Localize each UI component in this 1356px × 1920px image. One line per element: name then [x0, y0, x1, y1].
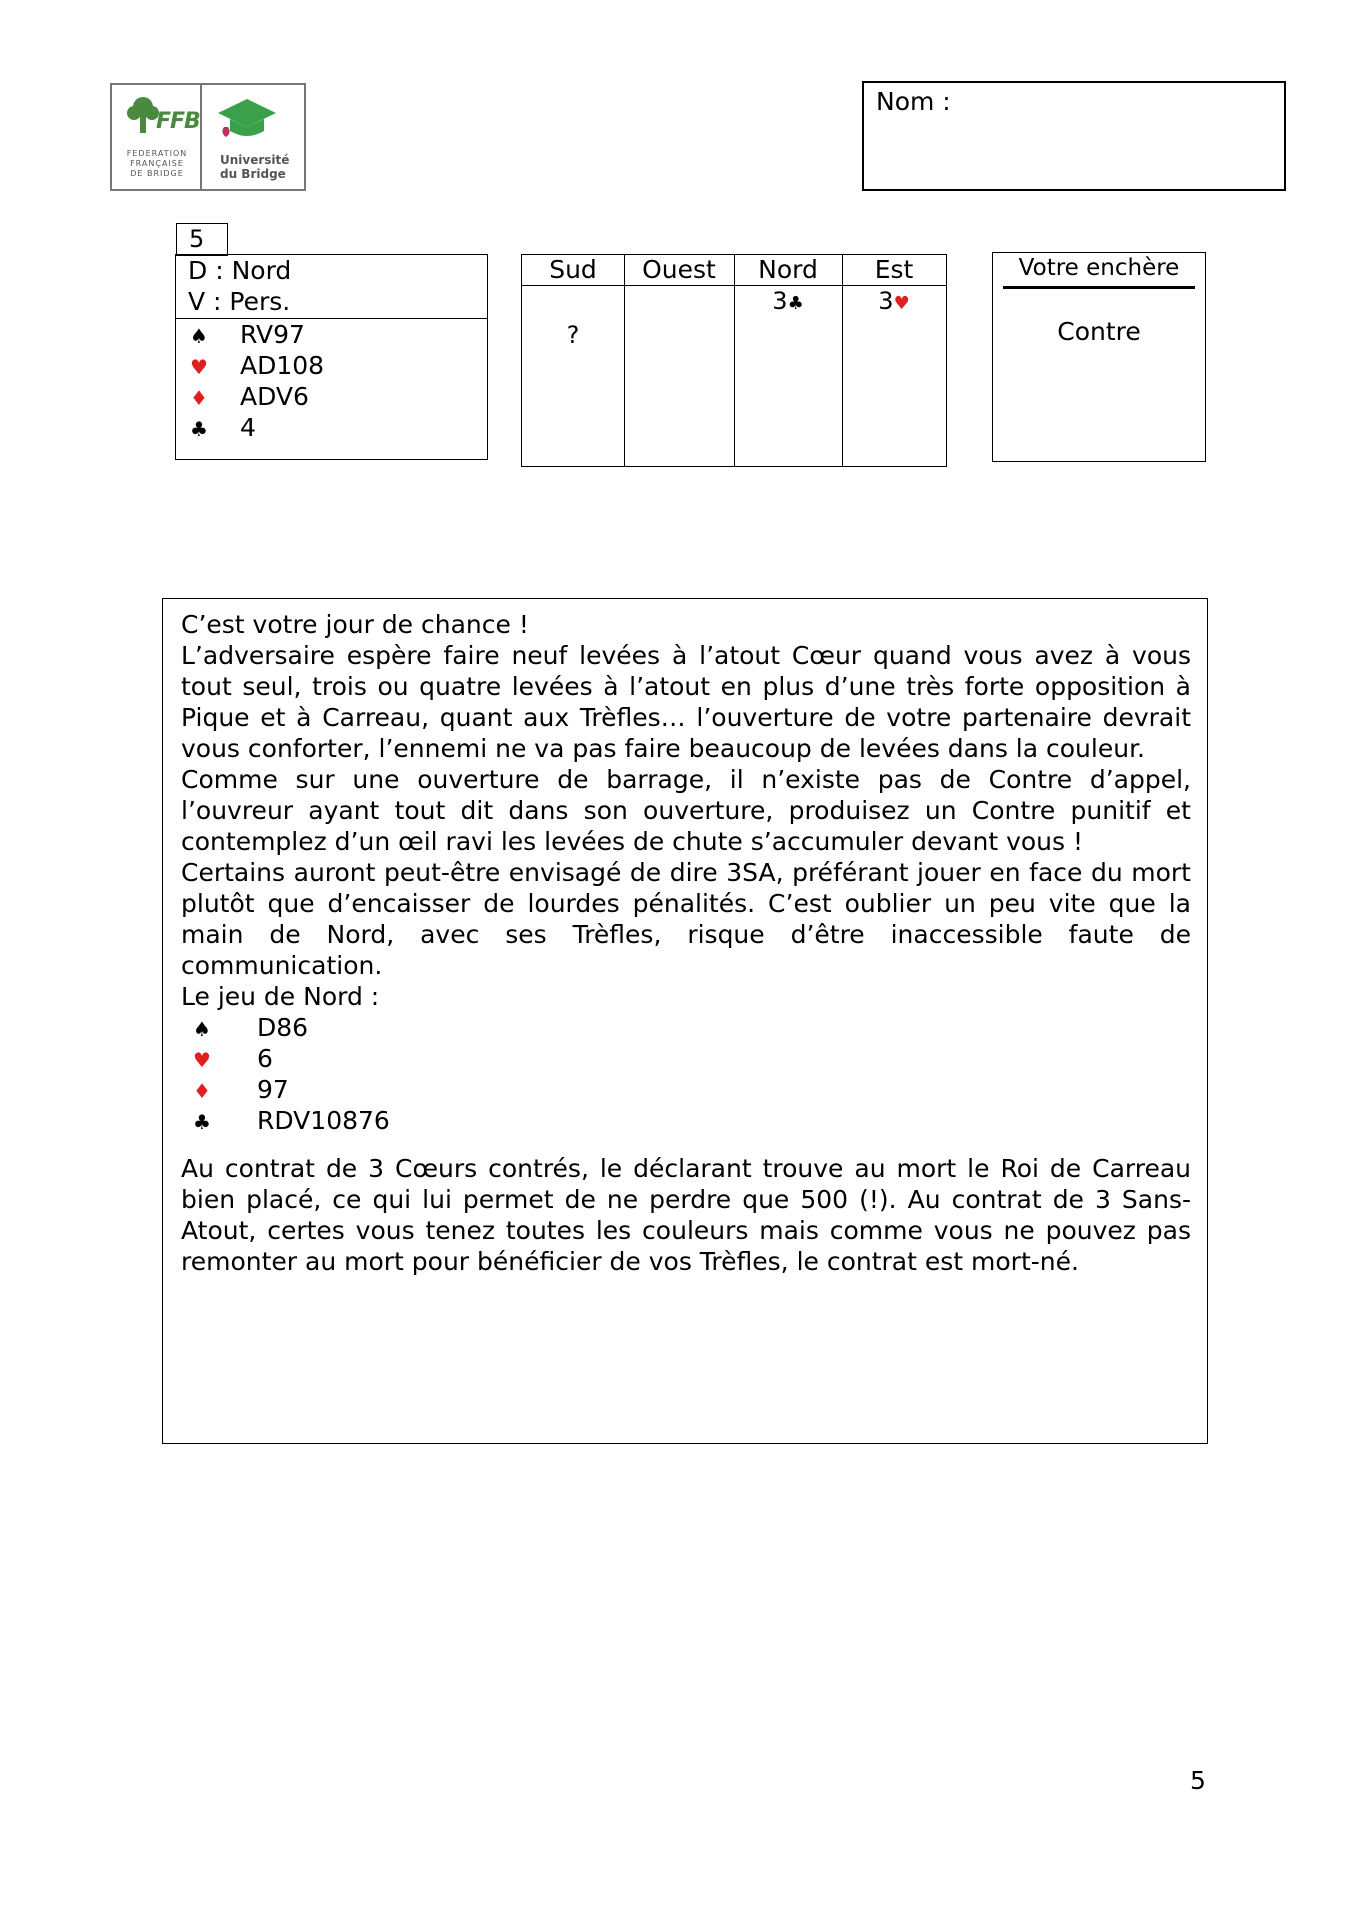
club-icon: ♣ — [193, 1110, 211, 1134]
hand-cards-hearts: AD108 — [240, 351, 325, 380]
bid-sud: ? — [566, 321, 580, 349]
header-sud: Sud — [549, 255, 597, 284]
bid-nord-level: 3 — [772, 287, 788, 315]
hand-cards-diamonds: ADV6 — [240, 382, 309, 411]
deal-number: 5 — [176, 223, 228, 256]
bid-est-level: 3 — [878, 287, 894, 315]
nord-cards-hearts: 6 — [257, 1044, 273, 1073]
ffb-logo-text: FFB — [156, 109, 200, 134]
diamond-icon: ♦ — [193, 1079, 211, 1103]
nord-cards-clubs: RDV10876 — [257, 1106, 390, 1135]
tree-icon — [126, 95, 160, 139]
hand-row-spades — [190, 319, 305, 350]
club-icon: ♣ — [190, 417, 208, 441]
nord-row-hearts — [193, 1043, 273, 1074]
name-label: Nom : — [876, 87, 951, 116]
heart-icon: ♥ — [190, 355, 208, 379]
bidding-table — [521, 254, 947, 467]
answer-rule — [1003, 286, 1195, 289]
hand-cards-spades: RV97 — [240, 320, 305, 349]
nord-row-spades — [193, 1012, 308, 1043]
vulnerability-label: V : Pers. — [188, 287, 291, 316]
nord-cards-diamonds: 97 — [257, 1075, 289, 1104]
bid-nord — [734, 287, 842, 315]
graduation-cap-icon — [216, 97, 278, 147]
logo — [110, 83, 306, 191]
hand-row-clubs — [190, 412, 256, 443]
bid-est — [842, 287, 946, 315]
answer-box — [992, 252, 1206, 462]
hand-cards-clubs: 4 — [240, 413, 256, 442]
commentary-paragraph: L’adversaire espère faire neuf levées à l’atout Cœur quand vous avez à vous tout seul, trois ou quatre levées à l’atout en plus d’une très forte opposition à Pique et à Carreau, quant aux Trèfles… l’ouverture de votre partenaire devrait vous conforter, l’ennemi ne va pas faire beaucoup de levées dans la couleur. — [181, 641, 1191, 763]
commentary-paragraph: Certains auront peut-être envisagé de dire 3SA, préférant jouer en face du mort plutôt que d’encaisser de lourdes pénalités. C’est oublier un peu vite que la main de Nord, avec ses Trèfles, risque d’être inaccessible faute de communication. — [181, 858, 1191, 980]
header-ouest: Ouest — [642, 255, 716, 284]
heart-icon: ♥ — [893, 293, 910, 314]
header-divider — [522, 285, 946, 286]
answer-title: Votre enchère — [1018, 255, 1180, 281]
hand-row-diamonds — [190, 381, 309, 412]
nord-hand-title: Le jeu de Nord : — [181, 982, 380, 1011]
header-nord: Nord — [758, 255, 818, 284]
club-icon: ♣ — [787, 293, 804, 314]
answer-value: Contre — [1057, 317, 1141, 346]
hand-row-hearts — [190, 350, 324, 381]
column-divider — [624, 255, 625, 466]
name-field[interactable] — [862, 81, 1286, 191]
commentary-paragraph: C’est votre jour de chance ! — [181, 610, 529, 639]
diamond-icon: ♦ — [190, 386, 208, 410]
heart-icon: ♥ — [193, 1048, 211, 1072]
dealer-label: D : Nord — [188, 256, 292, 285]
nord-row-diamonds — [193, 1074, 289, 1105]
hand-box — [175, 254, 488, 460]
spade-icon: ♠ — [190, 324, 208, 348]
header-est: Est — [874, 255, 914, 284]
commentary-main — [181, 609, 1191, 981]
nord-cards-spades: D86 — [257, 1013, 309, 1042]
universite-logo-text: Université du Bridge — [220, 153, 290, 181]
spade-icon: ♠ — [193, 1017, 211, 1041]
commentary-paragraph: Comme sur une ouverture de barrage, il n’existe pas de Contre d’appel, l’ouvreur ayant tout dit dans son ouverture, produisez un Contre punitif et contemplez d’un œil ravi les levées de chute s’accumuler devant vous ! — [181, 765, 1191, 856]
ffb-logo-subtitle: FEDERATION FRANÇAISE DE BRIDGE — [126, 149, 188, 178]
commentary-box — [162, 598, 1208, 1444]
commentary-conclusion: Au contrat de 3 Cœurs contrés, le déclarant trouve au mort le Roi de Carreau bien placé, ce qui lui permet de ne perdre que 500 (!). Au contrat de 3 Sans-Atout, certes vous tenez toutes les couleurs mais comme vous ne pouvez pas remonter au mort pour bénéficier de vos Trèfles, le contrat est mort-né. — [181, 1154, 1191, 1276]
nord-row-clubs — [193, 1105, 390, 1136]
page-number: 5 — [1190, 1766, 1206, 1795]
logo-divider — [200, 85, 202, 189]
